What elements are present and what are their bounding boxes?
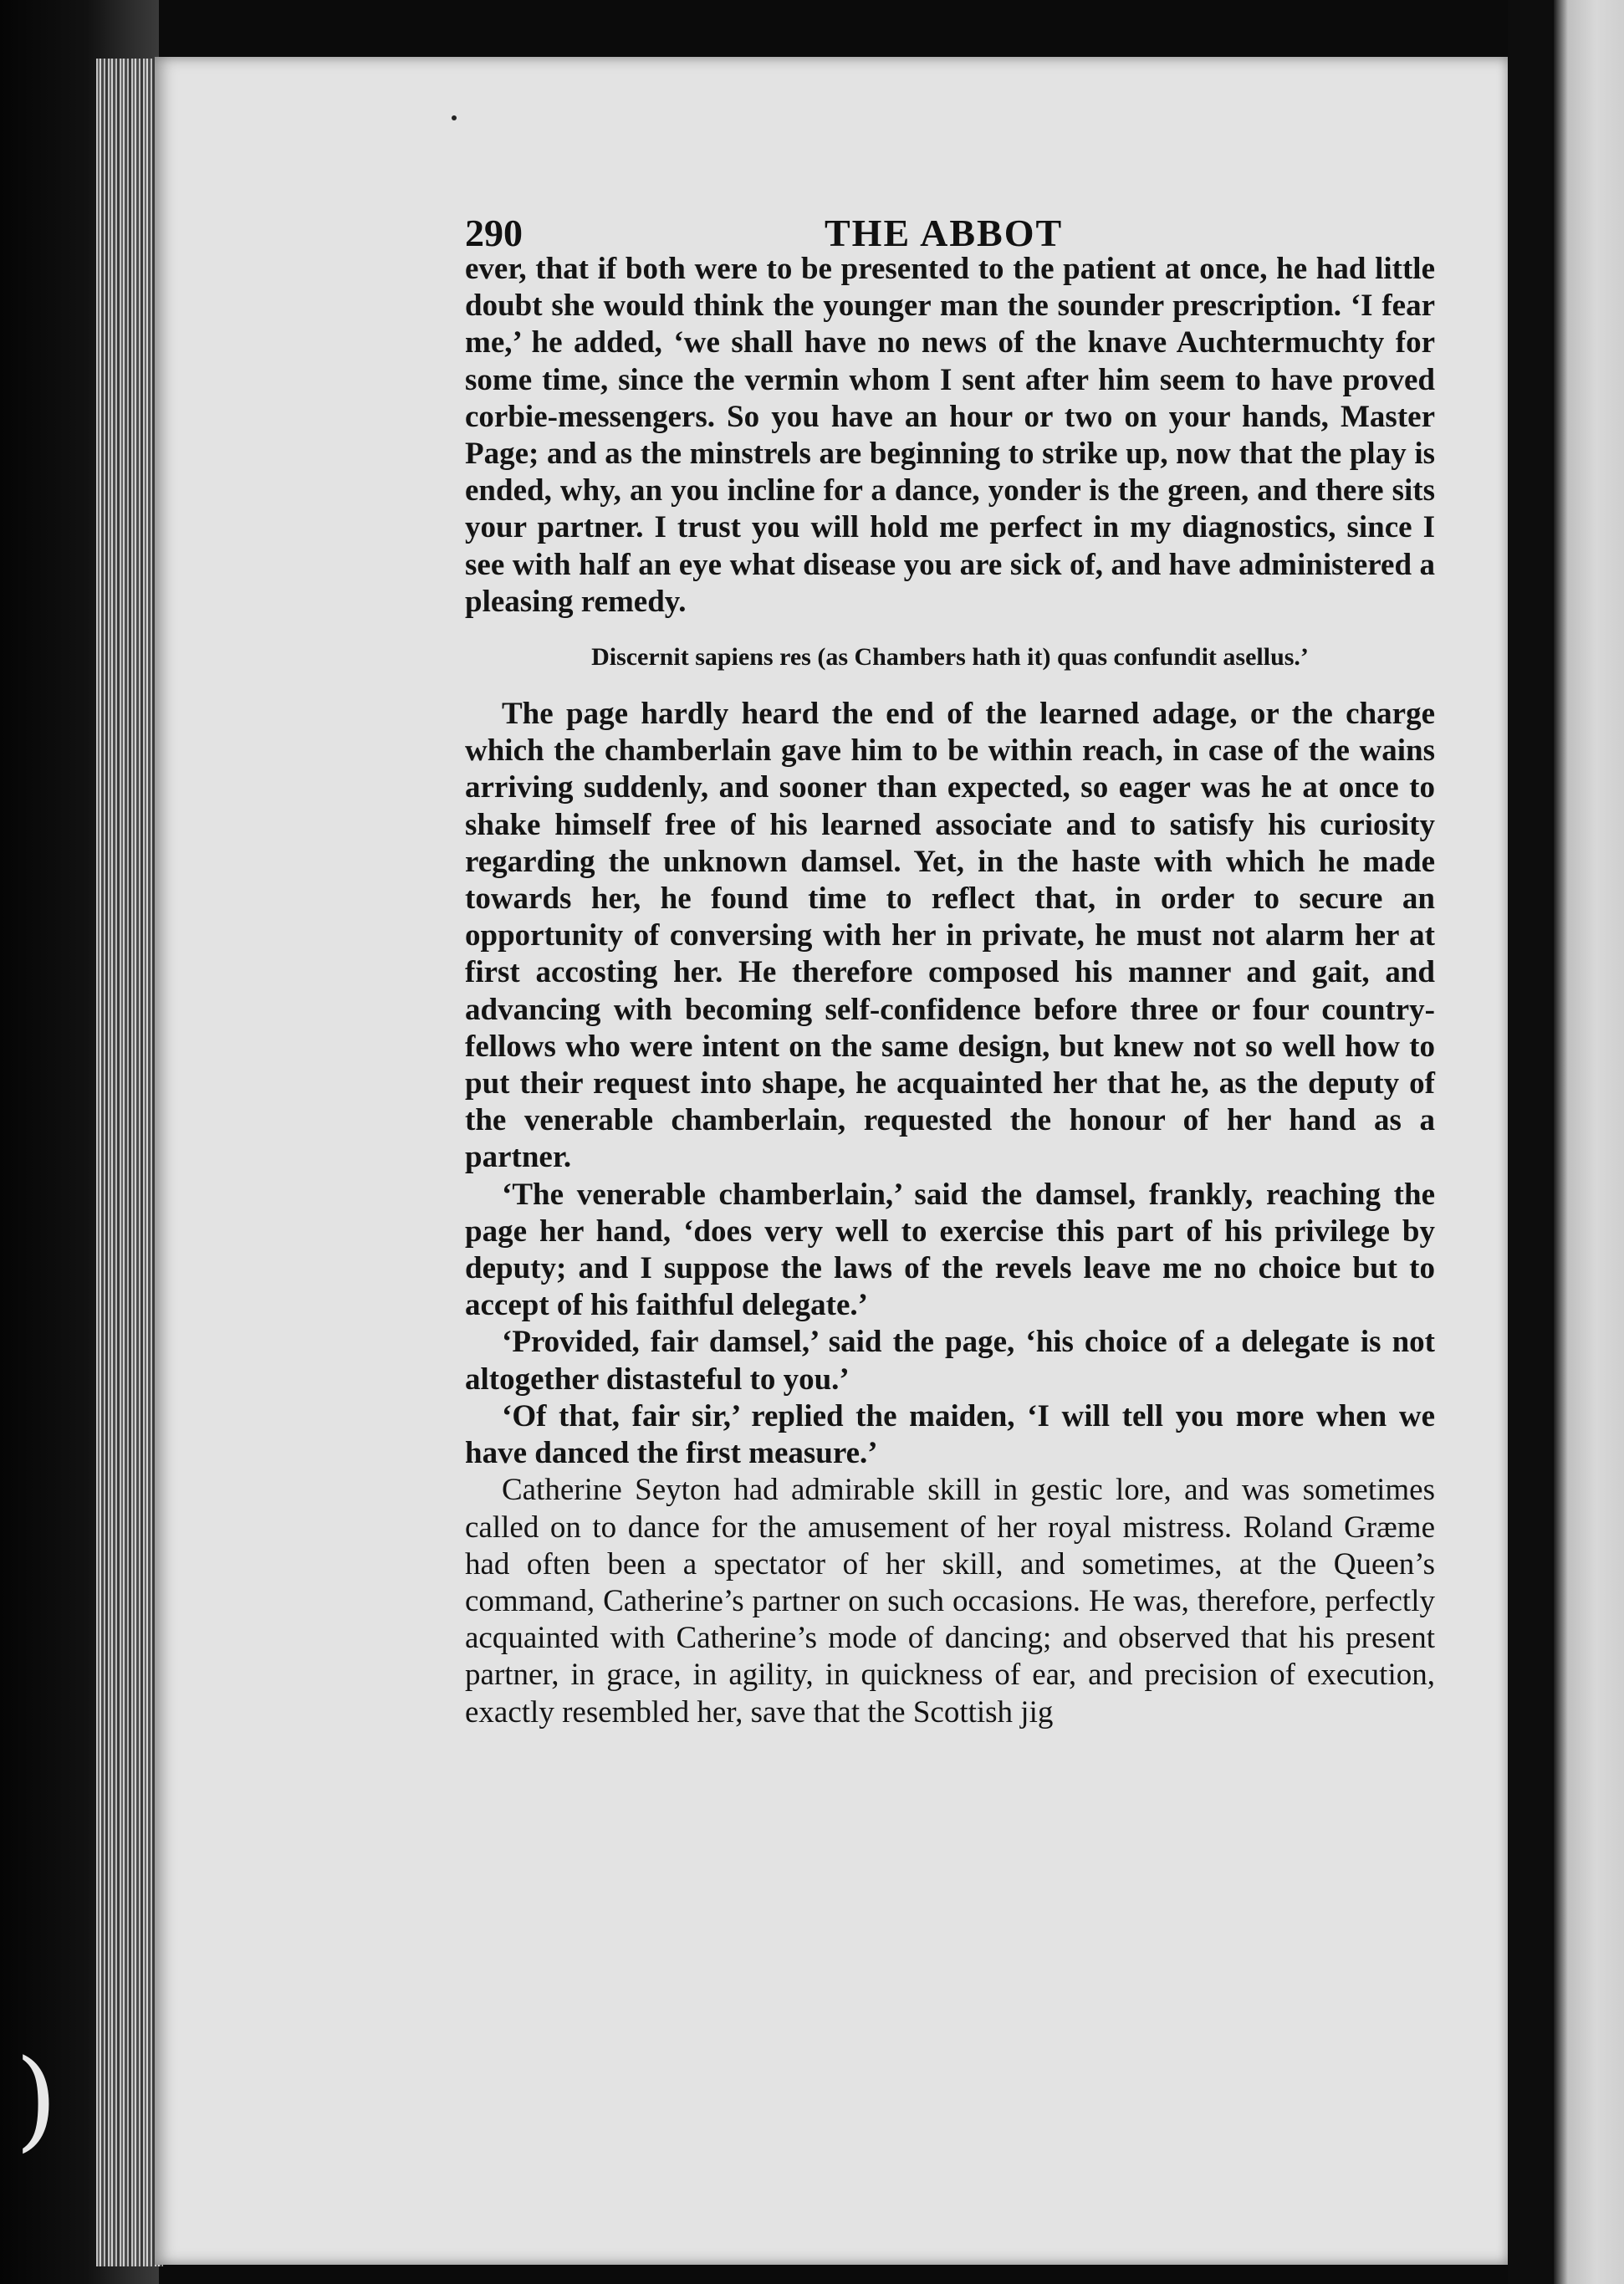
right-gutter-shadow	[1508, 0, 1554, 2284]
latin-quotation: Discernit sapiens res (as Chambers hath it) quas confundit asellus.’	[591, 643, 1309, 672]
page-fore-edge	[96, 59, 163, 2266]
page-body	[465, 251, 1435, 1731]
paragraph: Catherine Seyton had admirable skill in gestic lore, and was sometimes called on to dance for the amusement of her royal mistress. Roland Græme had often been a spectator of her skill, and sometimes, at the Queen’s command, Catherine’s partner on such occasions. He was, therefore, perfectly acquainted with Catherine’s mode of dancing; and observed that his present partner, in grace, in agility, in quickness of ear, and precision of execution, exactly resembled her, save that the Scottish jig	[465, 1473, 1435, 1730]
paragraph: ‘Of that, fair sir,’ replied the maiden, ‘I will tell you more when we have danced the first measure.’	[465, 1398, 1435, 1471]
adjacent-page-edge	[1554, 0, 1624, 2284]
paragraph: ‘Provided, fair damsel,’ said the page, ‘his choice of a delegate is not altogether distasteful to you.’	[465, 1325, 1435, 1397]
paper-speck	[452, 115, 457, 120]
paragraph-continued: ever, that if both were to be presented to the patient at once, he had little doubt she would think the younger man the sounder prescription. ‘I fear me,’ he added, ‘we shall have no news of the knave Auchtermuchty for some time, since the vermin whom I sent after him seem to have proved corbie-messengers. So you have an hour or two on your hands, Master Page; and as the minstrels are beginning to strike up, now that the play is ended, why, an you incline for a dance, yonder is the green, and there sits your partner. I trust you will hold me perfect in my diagnostics, since I see with half an eye what disease you are sick of, and have administered a pleasing remedy.	[465, 252, 1435, 619]
paragraph: The page hardly heard the end of the learned adage, or the charge which the chamberlain gave him to be within reach, in case of the wains arriving suddenly, and sooner than expected, so eager was he at once to shake himself free of his learned associate and to satisfy his curiosity regarding the unknown damsel. Yet, in the haste with which he made towards her, he found time to reflect that, in order to secure an opportunity of conversing with her in private, he must not alarm her at first accosting her. He therefore composed his manner and gait, and advancing with becoming self-confidence before three or four country-fellows who were intent on the same design, but knew not so well how to put their request into shape, he acquainted her that he, as the deputy of the venerable chamberlain, requested the honour of her hand as a partner.	[465, 697, 1435, 1175]
paragraph: ‘The venerable chamberlain,’ said the damsel, frankly, reaching the page her hand, ‘does very well to exercise this part of his privilege by deputy; and I suppose the laws of the revels leave me no choice but to accept of his faithful delegate.’	[465, 1177, 1435, 1323]
page-number: 290	[465, 212, 523, 254]
book-title: THE ABBOT	[825, 212, 1064, 254]
edge-mark: )	[15, 2036, 58, 2163]
